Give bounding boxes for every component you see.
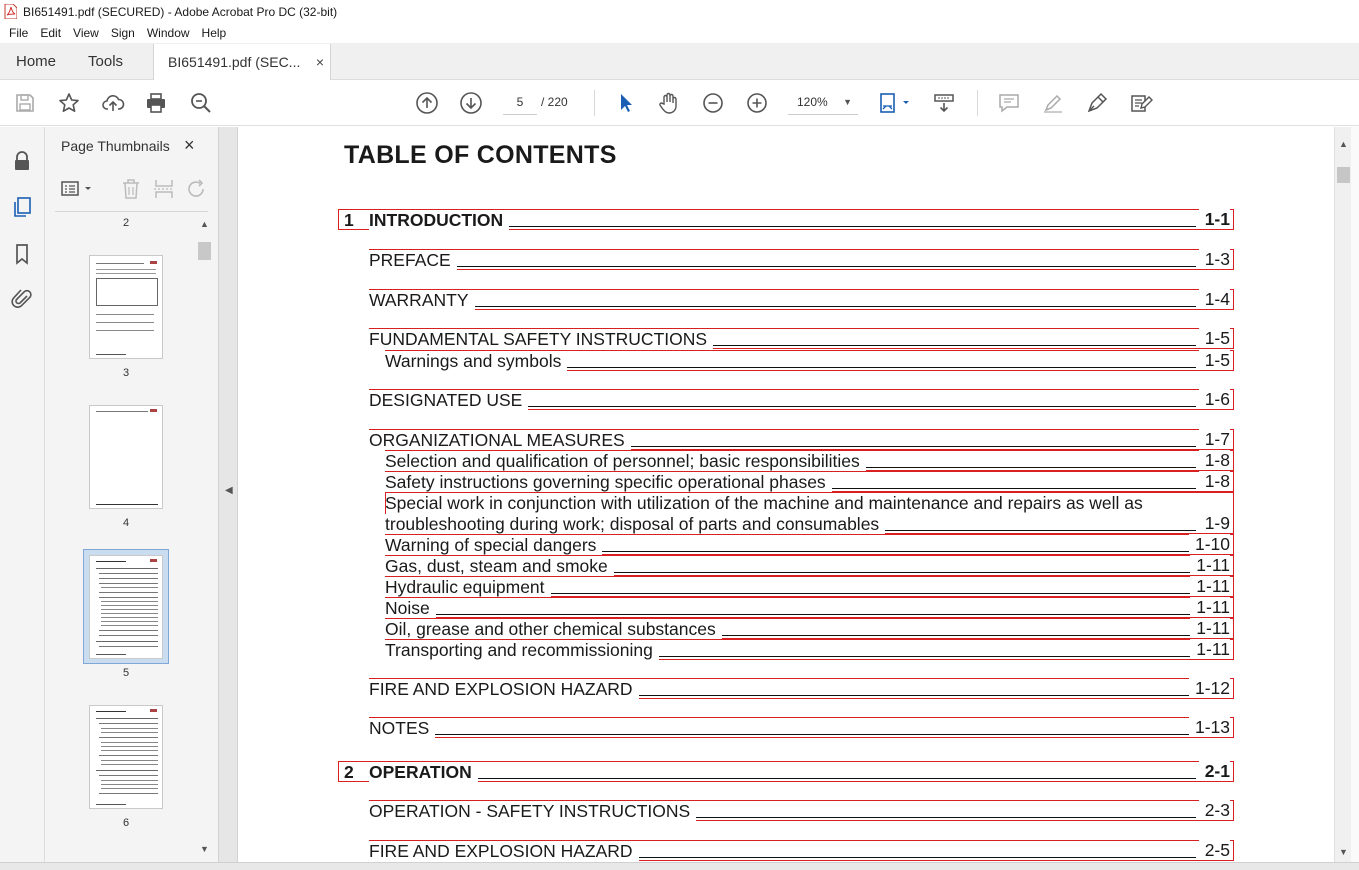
- toc-entry-title: ORGANIZATIONAL MEASURES: [369, 430, 631, 450]
- toc-page-number: 1-8: [1199, 471, 1230, 491]
- toc-entry-title-continued: troubleshooting during work; disposal of parts and consumables: [385, 514, 885, 534]
- hand-tool-icon[interactable]: [656, 90, 682, 116]
- zoom-in-icon[interactable]: [744, 90, 770, 116]
- comment-icon[interactable]: [996, 90, 1022, 116]
- toc-page-number: 1-11: [1190, 639, 1230, 659]
- scroll-down-icon[interactable]: ▼: [200, 844, 209, 854]
- toc-entry-title: NOTES: [369, 718, 435, 738]
- toc-entry-title: Safety instructions governing specific operational phases: [385, 472, 832, 492]
- toc-page-number: 2-1: [1199, 761, 1230, 781]
- search-zoom-icon[interactable]: [188, 90, 214, 116]
- thumbnail-label: 6: [122, 817, 130, 829]
- scroll-mode-icon[interactable]: [931, 90, 957, 116]
- toc-chapter-number: 1: [344, 210, 354, 230]
- tab-tools[interactable]: Tools: [88, 52, 124, 70]
- select-cursor-icon[interactable]: [612, 90, 638, 116]
- toc-entry-title: Selection and qualification of personnel; basic responsibilities: [385, 451, 866, 471]
- page-total: / 220: [541, 95, 568, 109]
- toc-page-number: 1-10: [1189, 534, 1230, 554]
- edit-document-icon[interactable]: [1128, 90, 1154, 116]
- page-thumbnails-icon[interactable]: [10, 195, 34, 219]
- tab-document[interactable]: [153, 44, 331, 80]
- toolbar: [0, 80, 1359, 126]
- save-icon[interactable]: [12, 90, 38, 116]
- toc-entry-title: DESIGNATED USE: [369, 390, 528, 410]
- scroll-down-icon[interactable]: ▼: [1339, 847, 1348, 857]
- toc-page-number: 1-11: [1190, 597, 1230, 617]
- toc-page-number: 1-13: [1189, 717, 1230, 737]
- sign-pen-icon[interactable]: [1084, 90, 1110, 116]
- panel-splitter[interactable]: [218, 127, 238, 862]
- document-view[interactable]: [238, 127, 1334, 862]
- toc-page-number: 1-1: [1199, 209, 1230, 229]
- menu-sign[interactable]: Sign: [110, 26, 135, 40]
- toc-page-number: 1-4: [1199, 289, 1230, 309]
- toc-entry-title: Warnings and symbols: [385, 351, 567, 371]
- toc-entry-title: OPERATION - SAFETY INSTRUCTIONS: [369, 801, 696, 821]
- toc-page-number: 1-11: [1190, 618, 1230, 638]
- toc-entry-title: FUNDAMENTAL SAFETY INSTRUCTIONS: [369, 329, 713, 349]
- bookmarks-icon[interactable]: [10, 242, 34, 266]
- toc-chapter-number: 2: [344, 762, 354, 782]
- thumbnails-title: Page Thumbnails: [61, 138, 170, 154]
- menu-window[interactable]: Window: [146, 26, 190, 40]
- extract-page-icon[interactable]: [152, 177, 178, 203]
- toc-leader-line: [373, 266, 1196, 267]
- toc-leader-line: [373, 778, 1196, 779]
- tab-home[interactable]: Home: [16, 52, 57, 70]
- close-icon[interactable]: ×: [184, 135, 195, 155]
- window-title: BI651491.pdf (SECURED) - Adobe Acrobat Pro DC (32-bit): [23, 4, 338, 19]
- scrollbar-thumb[interactable]: [1337, 167, 1350, 183]
- menu-file[interactable]: File: [9, 26, 29, 40]
- toc-entry-title: OPERATION: [369, 762, 478, 782]
- thumbnail-label: 2: [122, 217, 130, 229]
- thumbnail-label: 5: [122, 667, 130, 679]
- scroll-up-icon[interactable]: ▲: [200, 219, 209, 229]
- toc-entry-title: Transporting and recommissioning: [385, 640, 659, 660]
- highlight-pen-icon[interactable]: [1040, 90, 1066, 116]
- thumbnail-options-icon[interactable]: [59, 177, 95, 203]
- toc-page-number: 2-5: [1199, 840, 1230, 860]
- thumbnail-page[interactable]: [89, 405, 163, 509]
- toc-page-number: 1-7: [1199, 429, 1230, 449]
- toc-entry-title: FIRE AND EXPLOSION HAZARD: [369, 841, 639, 861]
- upload-cloud-icon[interactable]: [100, 90, 126, 116]
- chevron-down-icon: ▼: [843, 96, 852, 107]
- toc-entry-title: Special work in conjunction with utilization of the machine and maintenance and repairs as well as: [385, 493, 1143, 513]
- rotate-page-icon[interactable]: [185, 177, 211, 203]
- toc-page-number: 1-12: [1189, 678, 1230, 698]
- toc-page-number: 1-9: [1199, 513, 1230, 533]
- thumbnail-page[interactable]: [89, 705, 163, 809]
- thumbnails-divider: [55, 211, 208, 212]
- toc-page-number: 1-8: [1199, 450, 1230, 470]
- toc-entry-title: Gas, dust, steam and smoke: [385, 556, 614, 576]
- print-icon[interactable]: [143, 90, 169, 116]
- zoom-value: 120%: [797, 94, 828, 109]
- toc-page-number: 1-5: [1199, 350, 1230, 370]
- scroll-up-icon[interactable]: ▲: [1339, 139, 1348, 149]
- toc-page-number: 1-6: [1199, 389, 1230, 409]
- thumbnails-panel: [45, 127, 218, 862]
- toc-page-number: 1-3: [1199, 249, 1230, 269]
- toc-entry-title: WARRANTY: [369, 290, 475, 310]
- next-page-icon[interactable]: [458, 90, 484, 116]
- zoom-out-icon[interactable]: [700, 90, 726, 116]
- toc-page-number: 1-11: [1190, 576, 1230, 596]
- toc-entry-title: Oil, grease and other chemical substances: [385, 619, 722, 639]
- acrobat-pdf-icon: [4, 4, 17, 19]
- thumbnail-label: 4: [122, 517, 130, 529]
- toc-page-number: 1-5: [1199, 328, 1230, 348]
- left-rail: [0, 127, 45, 870]
- toc-entry-title: FIRE AND EXPLOSION HAZARD: [369, 679, 639, 699]
- fit-page-icon[interactable]: [874, 90, 914, 116]
- menu-edit[interactable]: Edit: [40, 26, 62, 40]
- thumbnail-page[interactable]: [89, 255, 163, 359]
- toolbar-separator: [977, 90, 978, 116]
- toc-page-number: 1-11: [1190, 555, 1230, 575]
- toc-leader-line: [373, 734, 1196, 735]
- toc-entry-title: Noise: [385, 598, 436, 618]
- tab-document-label: BI651491.pdf (SEC...: [168, 54, 301, 70]
- toc-page-number: 2-3: [1199, 800, 1230, 820]
- thumbnails-scrollbar[interactable]: [197, 218, 212, 858]
- toc-entry-title: INTRODUCTION: [369, 210, 509, 230]
- thumbnail-label: 3: [122, 367, 130, 379]
- zoom-select[interactable]: [788, 89, 858, 115]
- delete-page-icon[interactable]: [119, 177, 145, 203]
- scrollbar-thumb[interactable]: [198, 242, 211, 260]
- menu-bar: [0, 23, 1359, 43]
- page-number-input[interactable]: [503, 89, 537, 115]
- toc-entry-title: Hydraulic equipment: [385, 577, 551, 597]
- lock-icon[interactable]: [10, 149, 34, 173]
- bookmark-star-icon[interactable]: [56, 90, 82, 116]
- title-bar: [0, 0, 1359, 23]
- toc-entry-title: Warning of special dangers: [385, 535, 602, 555]
- toc-leader-line: [389, 614, 1196, 615]
- prev-page-icon[interactable]: [414, 90, 440, 116]
- collapse-panel-icon[interactable]: ◀: [225, 485, 233, 496]
- document-scrollbar[interactable]: [1334, 127, 1351, 862]
- toc-leader-line: [373, 306, 1196, 307]
- tab-close-icon[interactable]: ×: [315, 54, 325, 70]
- status-strip: [0, 862, 1359, 870]
- right-panel-edge: [1351, 127, 1359, 862]
- thumbnail-page-selected[interactable]: [89, 555, 163, 659]
- toc-entry-title: PREFACE: [369, 250, 457, 270]
- page-title: TABLE OF CONTENTS: [344, 141, 617, 169]
- attachments-icon[interactable]: [10, 287, 34, 311]
- menu-help[interactable]: Help: [201, 26, 227, 40]
- menu-view[interactable]: View: [73, 26, 99, 40]
- tab-bar: [0, 43, 1359, 80]
- toolbar-separator: [594, 90, 595, 116]
